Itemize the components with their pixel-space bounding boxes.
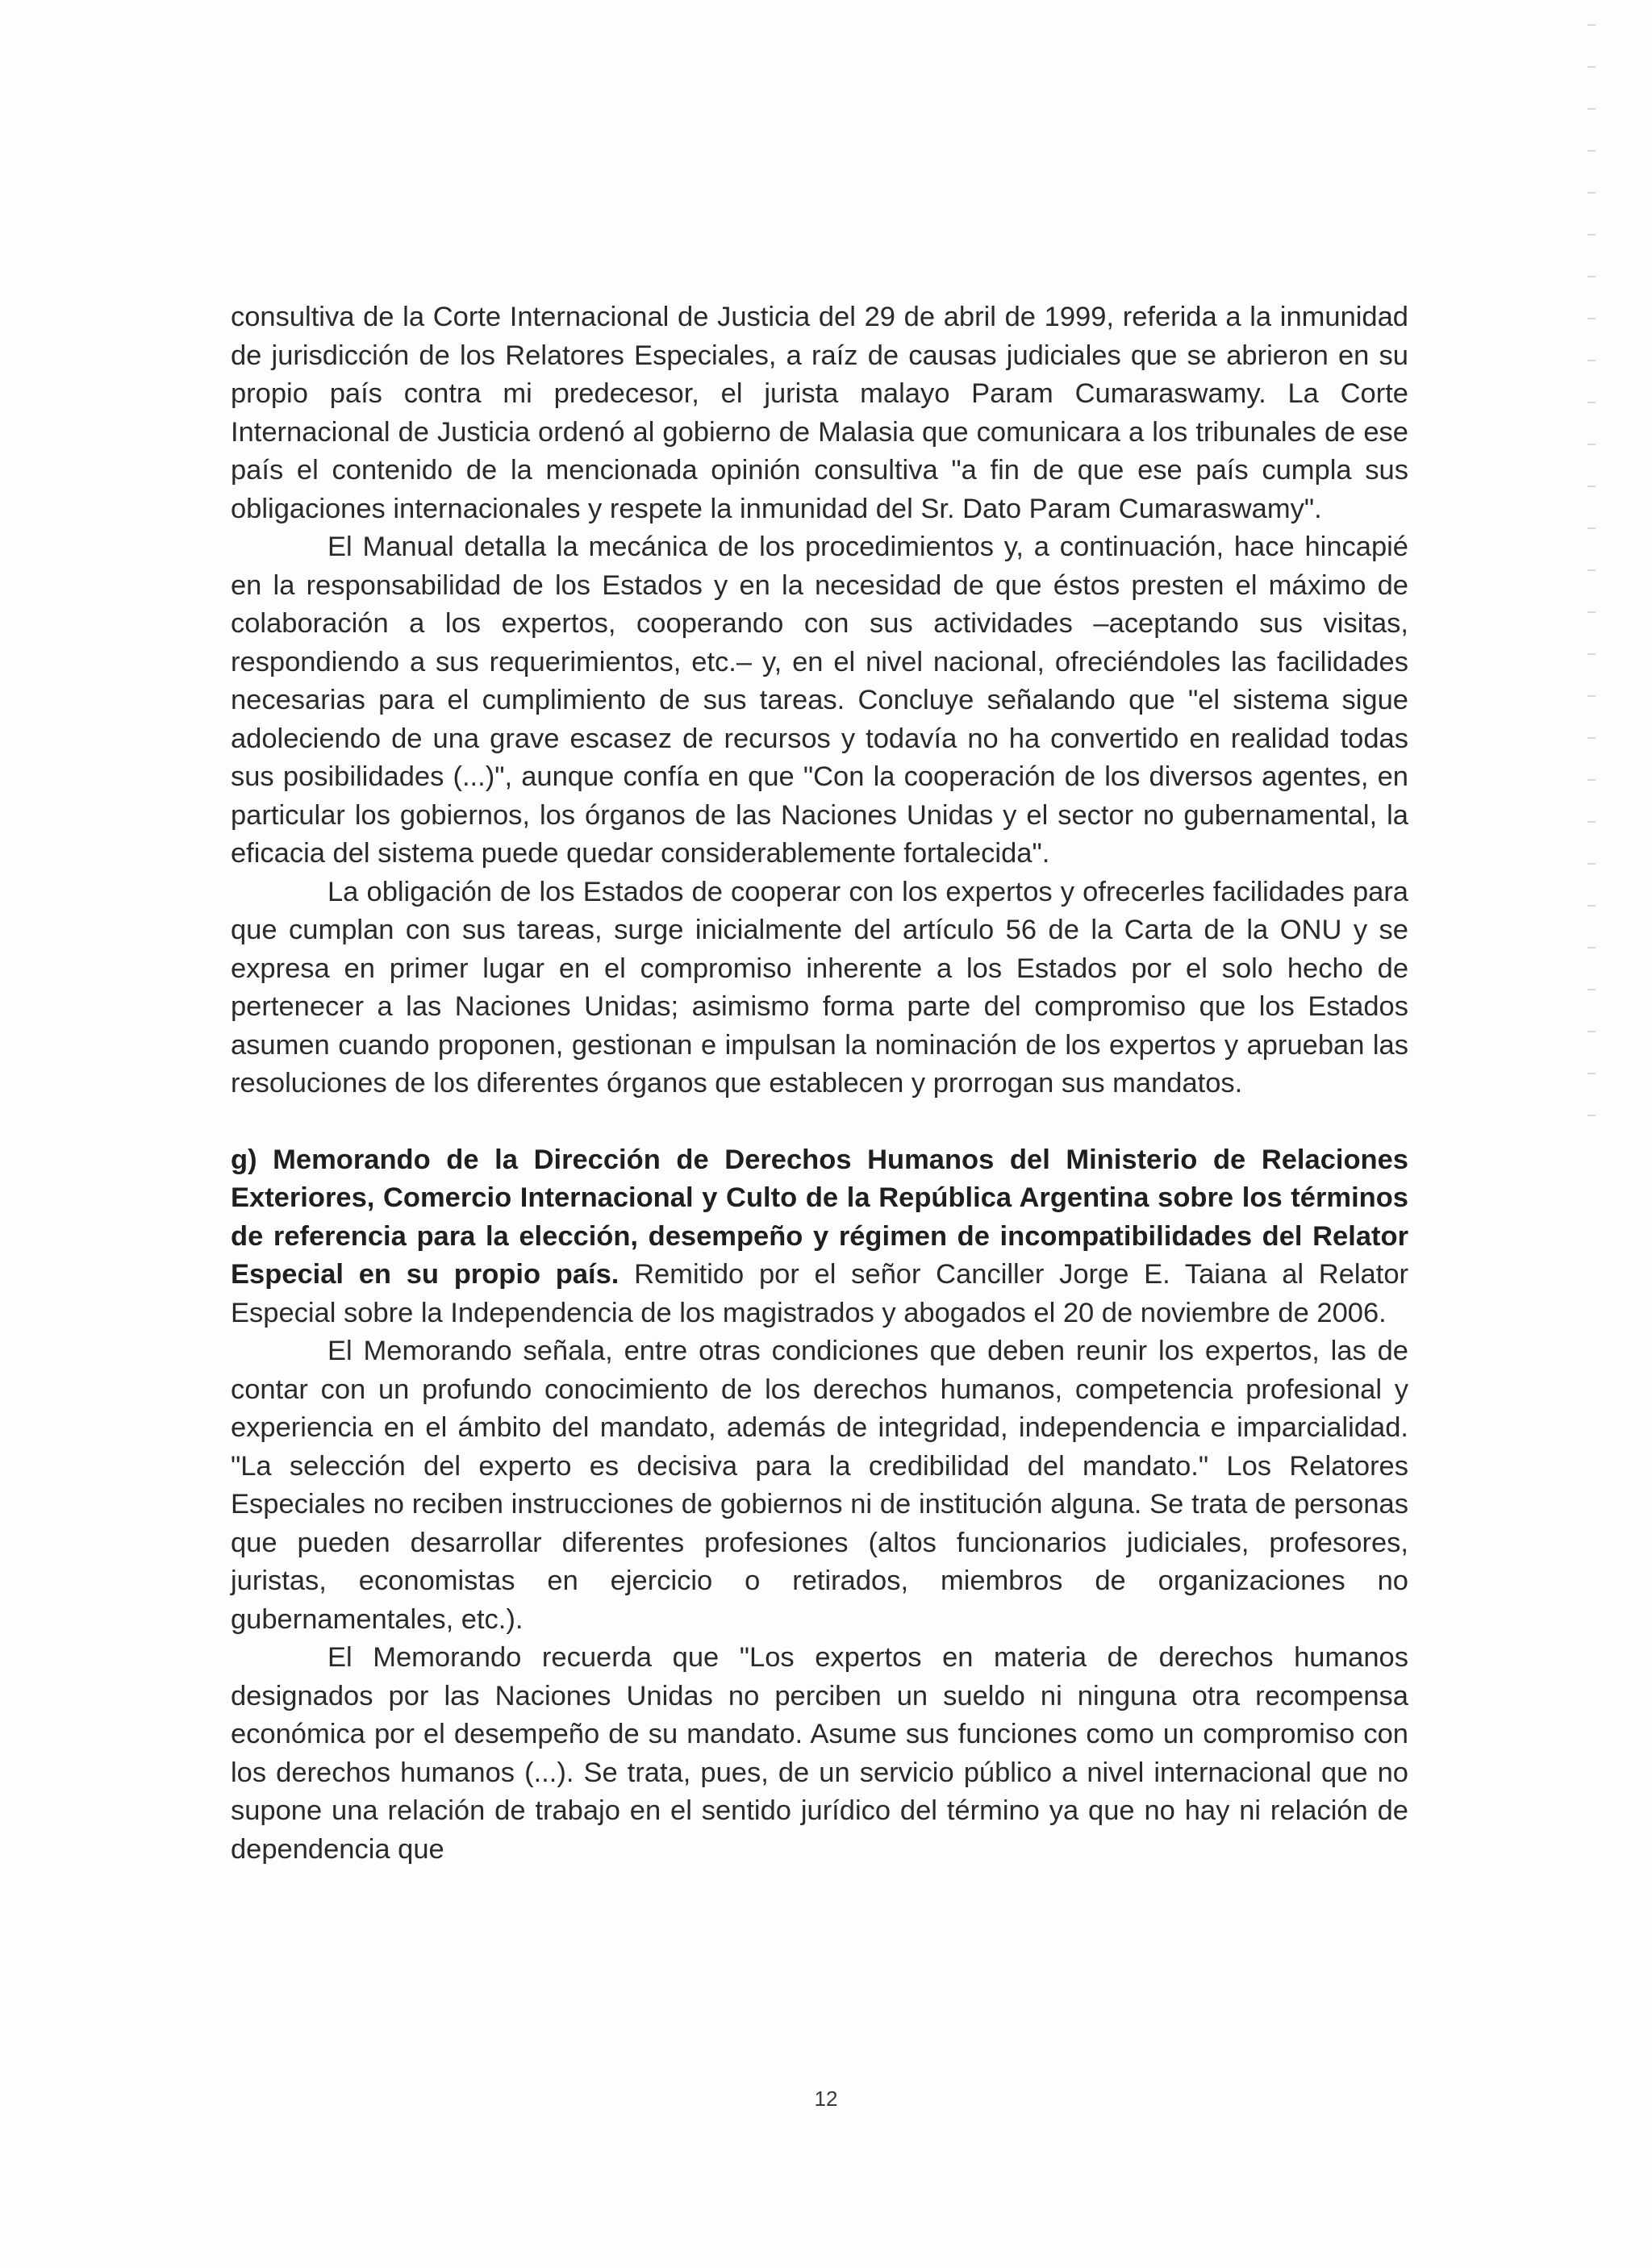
section-intro: Remitido por el señor Canciller Jorge E. Taiana al Relator Especial sobre la Independencia de los magistrados y abogados el 20 de noviembre de 2006. bbox=[231, 1259, 1409, 1328]
paragraph-memorando-recall: El Memorando recuerda que "Los expertos en materia de derechos humanos designados por las Naciones Unidas no perciben un sueldo ni ninguna otra recompensa económica por el desempeño de su mandato. Asume sus funciones como un compromiso con los derechos humanos (...). Se trata, pues, de un servicio público a nivel internacional que no supone una relación de trabajo en el sentido jurídico del término ya que no hay ni relación de dependencia que bbox=[231, 1642, 1408, 1865]
body-text bbox=[231, 298, 1408, 1869]
section-g bbox=[231, 1141, 1408, 1333]
paragraph-manual: El Manual detalla la mecánica de los procedimientos y, a continuación, hace hincapié en la responsabilidad de los Estados y en la necesidad de que éstos presten el máximo de colaboración a los expertos, cooperando con sus actividades –aceptando sus visitas, respondiendo a sus requerimientos, etc.– y, en el nivel nacional, ofreciéndoles las facilidades necesarias para el cumplimiento de sus tareas. Concluye señalando que "el sistema sigue adoleciendo de una grave escasez de recursos y todavía no ha convertido en realidad todas sus posibilidades (...)", aunque confía en que "Con la cooperación de los diversos agentes, en particular los gobiernos, los órganos de las Naciones Unidas y el sector no gubernamental, la eficacia del sistema puede quedar considerablemente fortalecida". bbox=[231, 532, 1408, 869]
paragraph-continuation: consultiva de la Corte Internacional de Justicia del 29 de abril de 1999, referida a la inmunidad de jurisdicción de los Relatores Especiales, a raíz de causas judiciales que se abrieron en su propio país contra mi predecesor, el jurista malayo Param Cumaraswamy. La Corte Internacional de Justicia ordenó al gobierno de Malasia que comunicara a los tribunales de ese país el contenido de la mencionada opinión consultiva "a fin de que ese país cumpla sus obligaciones internacionales y respete la inmunidad del Sr. Dato Param Cumaraswamy". bbox=[231, 302, 1408, 524]
paragraph-memorando-conditions: El Memorando señala, entre otras condiciones que deben reunir los expertos, las de contar con un profundo conocimiento de los derechos humanos, competencia profesional y experiencia en el ámbito del mandato, además de integridad, independencia e imparcialidad. "La selección del experto es decisiva para la credibilidad del mandato." Los Relatores Especiales no reciben instrucciones de gobiernos ni de institución alguna. Se trata de personas que pueden desarrollar diferentes profesiones (altos funcionarios judiciales, profesores, juristas, economistas en ejercicio o retirados, miembros de organizaciones no gubernamentales, etc.). bbox=[231, 1336, 1408, 1635]
page-number: 12 bbox=[814, 2087, 838, 2111]
margin-marks bbox=[1571, 16, 1596, 1178]
paragraph-obligation: La obligación de los Estados de cooperar con los expertos y ofrecerles facilidades para que cumplan con sus tareas, surge inicialmente del artículo 56 de la Carta de la ONU y se expresa en primer lugar en el compromiso inherente a los Estados por el solo hecho de pertenecer a las Naciones Unidas; asimismo forma parte del compromiso que los Estados asumen cuando proponen, gestionan e impulsan la nominación de los expertos y aprueban las resoluciones de los diferentes órganos que establecen y prorrogan sus mandatos. bbox=[231, 876, 1408, 1099]
section-heading: g) Memorando de la Dirección de Derechos Humanos del Ministerio de Relaciones Exteriores, Comercio Internacional y Culto de la República Argentina sobre los términos de referencia para la elección, desempeño y régimen de incompatibilidades del Relator Especial en su propio país. bbox=[231, 1144, 1408, 1290]
